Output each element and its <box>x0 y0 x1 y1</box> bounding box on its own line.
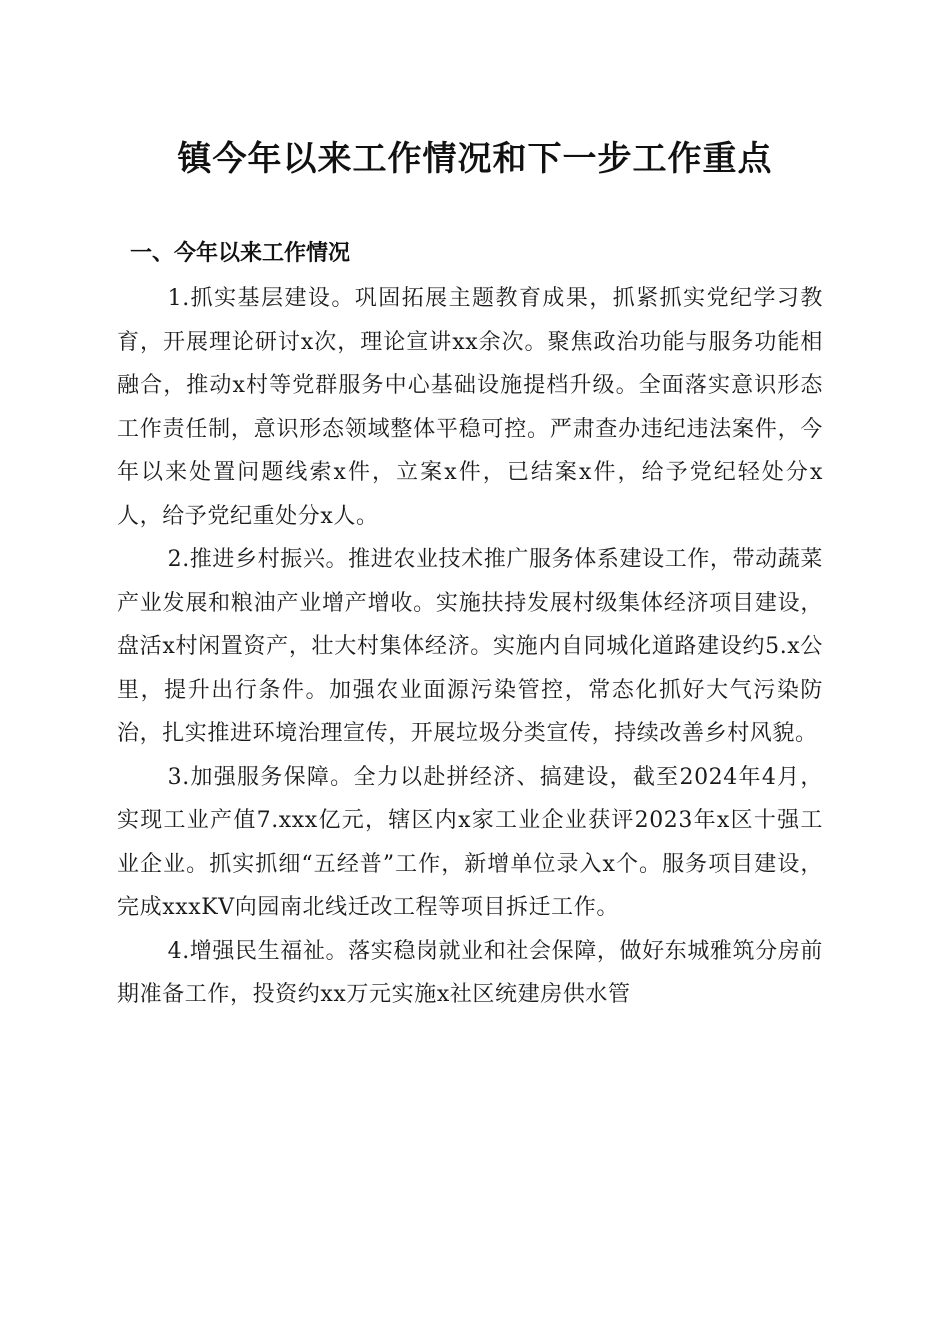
document-title: 镇今年以来工作情况和下一步工作重点 <box>177 139 773 179</box>
section-heading: 一、今年以来工作情况 <box>130 241 351 266</box>
paragraph-grassroots: 1.抓实基层建设。巩固拓展主题教育成果，抓紧抓实党纪学习教育，开展理论研讨x次，理论宣讲xx余次。聚焦政治功能与服务功能相融合，推动x村等党群服务中心基础设施提档升级。全面落实意识形态工作责任制，意识形态领域整体平稳可控。严肃查办违纪违法案件，今年以来处置问题线索x件，立案x件，已结案x件，给予党纪轻处分x人，给予党纪重处分x人。 <box>117 286 823 529</box>
paragraph-service-support: 3.加强服务保障。全力以赴拼经济、搞建设，截至2024年4月，实现工业产值7.xxx亿元，辖区内x家工业企业获评2023年x区十强工业企业。抓实抓细“五经普”工作，新增单位录入x个。服务项目建设，完成xxxKV向园南北线迁改工程等项目拆迁工作。 <box>117 764 823 920</box>
paragraph-rural-revitalization: 2.推进乡村振兴。推进农业技术推广服务体系建设工作，带动蔬菜产业发展和粮油产业增产增收。实施扶持发展村级集体经济项目建设，盘活x村闲置资产，壮大村集体经济。实施内自同城化道路建设约5.x公里，提升出行条件。加强农业面源污染管控，常态化抓好大气污染防治，扎实推进环境治理宣传，开展垃圾分类宣传，持续改善乡村风貌。 <box>117 547 823 746</box>
document-body <box>117 277 823 1017</box>
paragraph-livelihood: 4.增强民生福祉。落实稳岗就业和社会保障，做好东城雅筑分房前期准备工作，投资约xx万元实施x社区统建房供水管 <box>117 938 823 1007</box>
